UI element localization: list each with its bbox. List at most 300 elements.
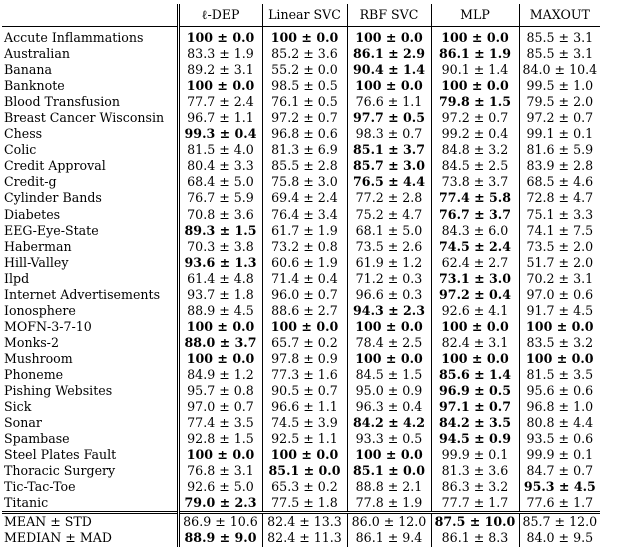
score-cell	[262, 190, 347, 206]
score-cell	[178, 110, 262, 126]
score: 84.7 ± 0.7	[526, 463, 594, 479]
best-score: 99.3 ± 0.4	[184, 126, 257, 142]
table-row	[2, 463, 600, 479]
score: 79.5 ± 2.0	[526, 94, 594, 110]
score-cell	[347, 46, 431, 62]
best-score: 100 ± 0.0	[186, 350, 255, 366]
score-cell	[519, 126, 600, 142]
best-score: 88.9 ± 9.0	[184, 530, 257, 546]
score: 97.2 ± 0.7	[441, 110, 509, 126]
best-score: 95.3 ± 4.5	[523, 479, 596, 495]
dataset-name: MOFN-3-7-10	[2, 319, 178, 335]
score: 84.5 ± 1.5	[355, 366, 423, 382]
score-cell	[347, 431, 431, 447]
score: 84.3 ± 6.0	[441, 222, 509, 238]
score: 81.3 ± 3.6	[441, 463, 509, 479]
score-cell	[431, 495, 519, 513]
best-score: 100 ± 0.0	[270, 318, 339, 334]
score: 99.1 ± 0.1	[526, 126, 594, 142]
score: 96.8 ± 0.6	[271, 126, 338, 142]
score: 84.5 ± 2.5	[441, 158, 509, 174]
best-score: 85.6 ± 1.4	[439, 366, 511, 382]
best-score: 73.1 ± 3.0	[439, 270, 511, 286]
score: 77.5 ± 1.8	[271, 495, 338, 511]
score: 75.8 ± 3.0	[271, 174, 338, 190]
score: 76.7 ± 5.9	[187, 190, 254, 206]
score: 84.0 ± 10.4	[522, 62, 598, 78]
table-row	[2, 303, 600, 319]
score-cell	[519, 158, 600, 174]
score-cell	[519, 513, 600, 531]
score-cell	[262, 351, 347, 367]
score: 73.5 ± 2.0	[526, 238, 594, 254]
table-row	[2, 158, 600, 174]
score-cell	[431, 431, 519, 447]
score: 89.2 ± 3.1	[187, 62, 254, 78]
score-cell	[178, 207, 262, 223]
score-cell	[262, 46, 347, 62]
score-cell	[431, 271, 519, 287]
score-cell	[262, 110, 347, 126]
score-cell	[347, 78, 431, 94]
table-row	[2, 335, 600, 351]
dataset-name: EEG-Eye-State	[2, 223, 178, 239]
table-row	[2, 110, 600, 126]
dataset-name: Blood Transfusion	[2, 94, 178, 110]
table-row	[2, 255, 600, 271]
score-cell	[178, 383, 262, 399]
dataset-name: Mushroom	[2, 351, 178, 367]
score-cell	[347, 513, 431, 531]
best-score: 85.1 ± 0.0	[353, 463, 425, 479]
score-cell	[519, 399, 600, 415]
score-cell	[519, 46, 600, 62]
score-cell	[431, 126, 519, 142]
score-cell	[431, 383, 519, 399]
header-l-dep: ℓ-DEP	[178, 4, 262, 27]
score-cell	[178, 271, 262, 287]
score-cell	[262, 399, 347, 415]
score-cell	[347, 351, 431, 367]
score-cell	[262, 142, 347, 158]
best-score: 100 ± 0.0	[526, 350, 594, 366]
score-cell	[431, 399, 519, 415]
score: 73.5 ± 2.6	[355, 238, 423, 254]
score-cell	[431, 174, 519, 190]
best-score: 84.2 ± 4.2	[353, 415, 425, 431]
header-row	[2, 4, 600, 27]
best-score: 79.8 ± 1.5	[439, 94, 511, 110]
best-score: 76.5 ± 4.4	[353, 174, 425, 190]
score-cell	[347, 303, 431, 319]
score-cell	[519, 367, 600, 383]
score-cell	[347, 415, 431, 431]
score-cell	[431, 367, 519, 383]
score: 95.7 ± 0.8	[187, 383, 254, 399]
score: 84.0 ± 9.5	[526, 530, 594, 546]
score: 77.4 ± 3.5	[187, 415, 254, 431]
score-cell	[178, 27, 262, 47]
score: 97.0 ± 0.6	[526, 286, 594, 302]
score-cell	[431, 463, 519, 479]
best-score: 74.5 ± 2.4	[439, 238, 511, 254]
score-cell	[178, 239, 262, 255]
score-cell	[262, 367, 347, 383]
score: 72.8 ± 4.7	[526, 190, 594, 206]
score: 71.4 ± 0.4	[271, 270, 338, 286]
score-cell	[178, 78, 262, 94]
score: 82.4 ± 3.1	[441, 334, 509, 350]
results-table	[2, 4, 600, 547]
score-cell	[262, 239, 347, 255]
score: 81.6 ± 5.9	[526, 142, 594, 158]
score: 78.4 ± 2.5	[355, 334, 423, 350]
dataset-name: Hill-Valley	[2, 255, 178, 271]
score-cell	[519, 479, 600, 495]
score-cell	[347, 271, 431, 287]
header-dataset	[2, 4, 178, 27]
score-cell	[262, 513, 347, 531]
dataset-name: MEDIAN ± MAD	[2, 530, 178, 546]
score: 86.1 ± 8.3	[441, 530, 509, 546]
score: 77.3 ± 1.6	[271, 366, 338, 382]
score-cell	[178, 530, 262, 546]
score: 77.6 ± 1.7	[526, 495, 594, 511]
score: 68.1 ± 5.0	[355, 222, 423, 238]
table-row	[2, 174, 600, 190]
score: 83.5 ± 3.2	[526, 334, 594, 350]
score-cell	[262, 447, 347, 463]
best-score: 100 ± 0.0	[355, 78, 423, 94]
score-cell	[178, 287, 262, 303]
best-score: 94.3 ± 2.3	[353, 302, 425, 318]
score-cell	[347, 335, 431, 351]
best-score: 100 ± 0.0	[186, 318, 255, 334]
best-score: 100 ± 0.0	[355, 30, 423, 45]
score-cell	[347, 62, 431, 78]
score-cell	[519, 447, 600, 463]
score: 99.9 ± 0.1	[441, 447, 509, 463]
score-cell	[431, 46, 519, 62]
score: 76.1 ± 0.5	[271, 94, 338, 110]
score: 83.3 ± 1.9	[187, 46, 254, 62]
score-cell	[519, 78, 600, 94]
score: 97.8 ± 0.9	[271, 350, 338, 366]
best-score: 77.4 ± 5.8	[439, 190, 511, 206]
score-cell	[178, 415, 262, 431]
best-score: 86.1 ± 2.9	[353, 46, 425, 62]
score: 76.8 ± 3.1	[187, 463, 254, 479]
score-cell	[519, 239, 600, 255]
score-cell	[178, 431, 262, 447]
best-score: 85.7 ± 3.0	[353, 158, 425, 174]
table-row	[2, 126, 600, 142]
score: 81.5 ± 4.0	[187, 142, 254, 158]
best-score: 100 ± 0.0	[186, 447, 255, 463]
score: 74.1 ± 7.5	[526, 222, 594, 238]
best-score: 94.5 ± 0.9	[439, 431, 511, 447]
score-cell	[519, 431, 600, 447]
score-cell	[178, 303, 262, 319]
score: 91.7 ± 4.5	[526, 302, 594, 318]
score-cell	[178, 513, 262, 531]
score-cell	[431, 190, 519, 206]
score-cell	[262, 27, 347, 47]
score-cell	[519, 174, 600, 190]
score: 92.6 ± 5.0	[187, 479, 254, 495]
score-cell	[262, 62, 347, 78]
score-cell	[431, 78, 519, 94]
header-linear-svc: Linear SVC	[262, 4, 347, 27]
score: 93.7 ± 1.8	[187, 286, 254, 302]
score: 97.0 ± 0.7	[187, 399, 254, 415]
results-body	[2, 27, 600, 513]
score: 73.8 ± 3.7	[441, 174, 509, 190]
score-cell	[347, 367, 431, 383]
table-row	[2, 351, 600, 367]
score-cell	[519, 530, 600, 546]
score-cell	[431, 94, 519, 110]
score-cell	[178, 94, 262, 110]
best-score: 84.2 ± 3.5	[439, 415, 511, 431]
score-cell	[431, 303, 519, 319]
score: 65.3 ± 0.2	[271, 479, 338, 495]
score: 85.2 ± 3.6	[271, 46, 338, 62]
table-row	[2, 287, 600, 303]
score: 96.3 ± 0.4	[355, 399, 423, 415]
table-row	[2, 479, 600, 495]
dataset-name: Sick	[2, 399, 178, 415]
score-cell	[347, 495, 431, 513]
score-cell	[178, 399, 262, 415]
score-cell	[178, 62, 262, 78]
table-row	[2, 46, 600, 62]
score: 65.7 ± 0.2	[271, 334, 338, 350]
score: 98.5 ± 0.5	[271, 78, 338, 94]
score-cell	[347, 463, 431, 479]
score: 69.4 ± 2.4	[271, 190, 338, 206]
best-score: 100 ± 0.0	[270, 447, 339, 463]
score: 92.5 ± 1.1	[271, 431, 338, 447]
score-cell	[262, 383, 347, 399]
dataset-name: Ilpd	[2, 271, 178, 287]
score-cell	[262, 303, 347, 319]
score-cell	[262, 174, 347, 190]
score: 71.2 ± 0.3	[355, 270, 423, 286]
score-cell	[347, 207, 431, 223]
score-cell	[519, 27, 600, 47]
table-row	[2, 27, 600, 47]
table-row	[2, 239, 600, 255]
score: 88.9 ± 4.5	[187, 302, 254, 318]
score: 76.4 ± 3.4	[271, 206, 338, 222]
score-cell	[431, 142, 519, 158]
score-cell	[262, 431, 347, 447]
score-cell	[519, 110, 600, 126]
score-cell	[262, 94, 347, 110]
table-row	[2, 431, 600, 447]
score: 99.5 ± 1.0	[526, 78, 594, 94]
score-cell	[431, 110, 519, 126]
score-cell	[519, 319, 600, 335]
score-cell	[178, 190, 262, 206]
table-row	[2, 78, 600, 94]
table-row	[2, 383, 600, 399]
score: 77.7 ± 2.4	[187, 94, 254, 110]
dataset-name: Banana	[2, 62, 178, 78]
score: 92.6 ± 4.1	[441, 302, 509, 318]
best-score: 97.1 ± 0.7	[439, 399, 511, 415]
score-cell	[178, 174, 262, 190]
score: 99.9 ± 0.1	[526, 447, 594, 463]
score-cell	[519, 223, 600, 239]
score-cell	[431, 335, 519, 351]
score: 95.6 ± 0.6	[526, 383, 594, 399]
score-cell	[431, 223, 519, 239]
score-cell	[347, 174, 431, 190]
score: 85.5 ± 2.8	[271, 158, 338, 174]
dataset-name: Credit Approval	[2, 158, 178, 174]
score-cell	[178, 479, 262, 495]
score-cell	[519, 463, 600, 479]
table-row	[2, 495, 600, 513]
best-score: 100 ± 0.0	[186, 30, 255, 45]
score-cell	[519, 94, 600, 110]
score-cell	[431, 239, 519, 255]
dataset-name: Internet Advertisements	[2, 287, 178, 303]
best-score: 85.1 ± 0.0	[268, 463, 341, 479]
score-cell	[347, 110, 431, 126]
score: 70.8 ± 3.6	[187, 206, 254, 222]
dataset-name: Credit-g	[2, 174, 178, 190]
dataset-name: Thoracic Surgery	[2, 463, 178, 479]
score-cell	[431, 513, 519, 531]
score-cell	[262, 495, 347, 513]
score: 85.5 ± 3.1	[526, 30, 594, 45]
dataset-name: Spambase	[2, 431, 178, 447]
dataset-name: Cylinder Bands	[2, 190, 178, 206]
best-score: 88.0 ± 3.7	[184, 334, 257, 350]
score: 99.2 ± 0.4	[441, 126, 509, 142]
dataset-name: Titanic	[2, 495, 178, 513]
score-cell	[431, 255, 519, 271]
score: 75.2 ± 4.7	[355, 206, 423, 222]
score: 81.5 ± 3.5	[526, 366, 594, 382]
score: 74.5 ± 3.9	[271, 415, 338, 431]
table-row	[2, 207, 600, 223]
dataset-name: Diabetes	[2, 207, 178, 223]
score-cell	[519, 383, 600, 399]
score: 55.2 ± 0.0	[271, 62, 338, 78]
best-score: 97.2 ± 0.4	[439, 286, 511, 302]
best-score: 76.7 ± 3.7	[439, 206, 511, 222]
score-cell	[262, 158, 347, 174]
score-cell	[431, 158, 519, 174]
table-row	[2, 399, 600, 415]
score: 80.4 ± 3.3	[187, 158, 254, 174]
table-row	[2, 415, 600, 431]
score-cell	[178, 351, 262, 367]
score-cell	[178, 319, 262, 335]
score-cell	[347, 530, 431, 546]
score-cell	[347, 447, 431, 463]
score: 88.6 ± 2.7	[271, 302, 338, 318]
score: 61.4 ± 4.8	[187, 270, 254, 286]
score: 68.4 ± 5.0	[187, 174, 254, 190]
score-cell	[262, 479, 347, 495]
score-cell	[262, 287, 347, 303]
score-cell	[519, 287, 600, 303]
score-cell	[347, 383, 431, 399]
score: 61.9 ± 1.2	[355, 254, 423, 270]
score: 82.4 ± 13.3	[267, 514, 342, 530]
best-score: 100 ± 0.0	[441, 30, 509, 45]
best-score: 86.1 ± 1.9	[439, 46, 511, 62]
score-cell	[431, 530, 519, 546]
score-cell	[519, 142, 600, 158]
score-cell	[519, 415, 600, 431]
score: 70.3 ± 3.8	[187, 238, 254, 254]
table-row	[2, 367, 600, 383]
dataset-name: Accute Inflammations	[2, 27, 178, 47]
dataset-name: Chess	[2, 126, 178, 142]
dataset-name: Tic-Tac-Toe	[2, 479, 178, 495]
score-cell	[347, 287, 431, 303]
score-cell	[262, 415, 347, 431]
score-cell	[178, 367, 262, 383]
score: 90.5 ± 0.7	[271, 383, 338, 399]
score: 62.4 ± 2.7	[441, 254, 509, 270]
score: 83.9 ± 2.8	[526, 158, 594, 174]
score: 81.3 ± 6.9	[271, 142, 338, 158]
score-cell	[519, 303, 600, 319]
score-cell	[178, 463, 262, 479]
best-score: 100 ± 0.0	[526, 318, 594, 334]
score-cell	[347, 142, 431, 158]
score-cell	[262, 335, 347, 351]
score-cell	[178, 495, 262, 513]
score-cell	[178, 447, 262, 463]
score-cell	[519, 495, 600, 513]
score: 68.5 ± 4.6	[526, 174, 594, 190]
table-row	[2, 271, 600, 287]
score-cell	[431, 479, 519, 495]
score-cell	[262, 319, 347, 335]
best-score: 93.6 ± 1.3	[184, 254, 257, 270]
score-cell	[347, 255, 431, 271]
score: 86.0 ± 12.0	[351, 514, 427, 530]
best-score: 100 ± 0.0	[355, 447, 423, 463]
score: 77.2 ± 2.8	[355, 190, 423, 206]
table-row	[2, 190, 600, 206]
score-cell	[262, 530, 347, 546]
best-score: 96.9 ± 0.5	[439, 383, 511, 399]
score: 96.6 ± 0.3	[355, 286, 423, 302]
score: 96.8 ± 1.0	[526, 399, 594, 415]
score: 82.4 ± 11.3	[267, 530, 342, 546]
dataset-name: Colic	[2, 142, 178, 158]
score: 96.7 ± 1.1	[187, 110, 254, 126]
dataset-name: Ionosphere	[2, 303, 178, 319]
score-cell	[347, 479, 431, 495]
score-cell	[262, 207, 347, 223]
score-cell	[262, 463, 347, 479]
score-cell	[178, 46, 262, 62]
score: 80.8 ± 4.4	[526, 415, 594, 431]
dataset-name: Haberman	[2, 239, 178, 255]
header-mlp: MLP	[431, 4, 519, 27]
score-cell	[347, 27, 431, 47]
